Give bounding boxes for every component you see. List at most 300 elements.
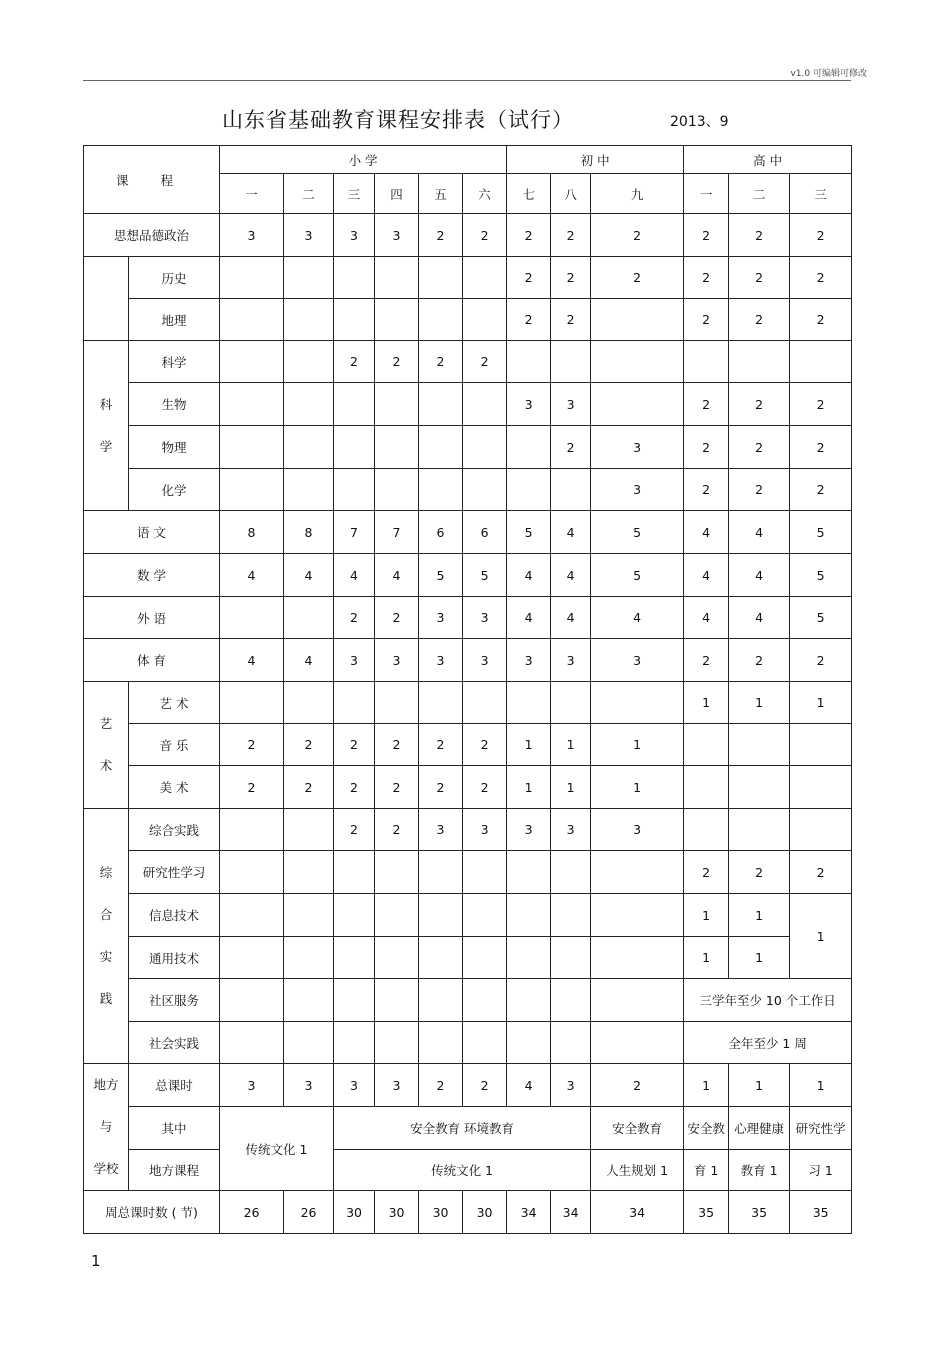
value-cell: 2 (463, 1064, 507, 1107)
row-label: 体 育 (84, 639, 220, 682)
value-cell (463, 299, 507, 341)
value-cell: 4 (684, 511, 729, 554)
value-cell: 2 (684, 469, 729, 511)
grade-header: 九 (591, 174, 684, 214)
value-cell: 2 (591, 1064, 684, 1107)
value-cell: 2 (684, 851, 729, 894)
table-row-science (84, 341, 852, 383)
value-cell (284, 894, 334, 937)
table-row-math (84, 554, 852, 597)
value-cell (591, 682, 684, 724)
value-cell: 3 (334, 639, 375, 682)
row-label: 历史 (129, 257, 220, 299)
value-cell (551, 894, 591, 937)
value-cell (684, 766, 729, 809)
group-char: 学校 (93, 1161, 119, 1176)
value-cell (334, 383, 375, 426)
value-cell: 4 (220, 639, 284, 682)
value-cell (463, 894, 507, 937)
value-cell: 35 (790, 1191, 852, 1234)
value-cell (334, 937, 375, 979)
grade-header: 二 (284, 174, 334, 214)
row-label: 周总课时数 ( 节) (84, 1191, 220, 1234)
value-cell: 3 (591, 639, 684, 682)
value-cell: 1 (591, 766, 684, 809)
value-cell: 2 (591, 214, 684, 257)
table-row-pe (84, 639, 852, 682)
value-cell: 7 (334, 511, 375, 554)
value-cell: 4 (507, 554, 551, 597)
table-row-local-total (84, 1064, 852, 1107)
value-cell: 4 (684, 597, 729, 639)
value-cell (507, 894, 551, 937)
local-junior-line1: 安全教育 (591, 1107, 684, 1150)
row-label: 其中 (129, 1107, 220, 1150)
grade-header: 一 (684, 174, 729, 214)
value-cell: 8 (284, 511, 334, 554)
value-cell: 1 (591, 724, 684, 766)
value-cell (284, 426, 334, 469)
group-char: 学 (99, 438, 113, 454)
value-cell (551, 851, 591, 894)
value-cell (419, 894, 463, 937)
group-char: 践 (99, 991, 113, 1006)
value-cell: 2 (375, 597, 419, 639)
empty-cell (419, 979, 463, 1022)
value-cell (551, 469, 591, 511)
value-cell (729, 766, 790, 809)
grade-header: 六 (463, 174, 507, 214)
value-cell: 26 (220, 1191, 284, 1234)
value-cell: 3 (334, 214, 375, 257)
value-cell (375, 851, 419, 894)
value-cell: 30 (419, 1191, 463, 1234)
value-cell (284, 809, 334, 851)
value-cell: 2 (729, 469, 790, 511)
value-cell: 1 (790, 682, 852, 724)
value-cell (284, 851, 334, 894)
value-cell (419, 937, 463, 979)
value-cell (220, 426, 284, 469)
value-cell (284, 682, 334, 724)
value-cell: 5 (591, 554, 684, 597)
value-cell (220, 809, 284, 851)
local-senior3-line1: 研究性学 (790, 1107, 852, 1150)
value-cell (375, 937, 419, 979)
row-label: 综合实践 (129, 809, 220, 851)
value-cell: 2 (334, 766, 375, 809)
row-label: 研究性学习 (129, 851, 220, 894)
value-cell (220, 383, 284, 426)
empty-cell (591, 979, 684, 1022)
table-row-history (84, 257, 852, 299)
value-cell: 2 (507, 214, 551, 257)
group-char: 术 (99, 758, 113, 773)
value-cell: 2 (551, 426, 591, 469)
value-cell: 3 (419, 597, 463, 639)
local-senior2-line1: 心理健康 (729, 1107, 790, 1150)
table-row-local-courses-b (84, 1150, 852, 1191)
value-cell: 2 (463, 341, 507, 383)
value-cell: 8 (220, 511, 284, 554)
value-cell: 2 (790, 426, 852, 469)
row-label: 生物 (129, 383, 220, 426)
value-cell: 3 (507, 383, 551, 426)
empty-cell (334, 979, 375, 1022)
value-cell: 2 (334, 809, 375, 851)
empty-cell (220, 979, 284, 1022)
empty-cell (334, 1022, 375, 1064)
value-cell (551, 937, 591, 979)
table-row-social (84, 1022, 852, 1064)
value-cell: 30 (375, 1191, 419, 1234)
value-cell (284, 299, 334, 341)
value-cell: 3 (591, 809, 684, 851)
value-cell: 1 (684, 682, 729, 724)
local-senior3-line2: 习 1 (790, 1150, 852, 1191)
row-label: 信息技术 (129, 894, 220, 937)
value-cell: 2 (591, 257, 684, 299)
row-label: 社会实践 (129, 1022, 220, 1064)
group-label-empty (84, 257, 129, 341)
value-cell: 2 (729, 257, 790, 299)
group-char: 地方 (93, 1077, 119, 1092)
value-cell (284, 937, 334, 979)
table-row-politics (84, 214, 852, 257)
table-row-music (84, 724, 852, 766)
value-cell: 4 (507, 1064, 551, 1107)
empty-cell (551, 1022, 591, 1064)
value-cell: 2 (729, 851, 790, 894)
value-cell (463, 469, 507, 511)
value-cell (334, 257, 375, 299)
value-cell: 4 (551, 554, 591, 597)
grade-header: 三 (334, 174, 375, 214)
value-cell (551, 682, 591, 724)
row-label: 语 文 (84, 511, 220, 554)
value-cell: 5 (419, 554, 463, 597)
value-cell (507, 937, 551, 979)
value-cell: 1 (684, 937, 729, 979)
empty-cell (375, 979, 419, 1022)
value-cell: 3 (334, 1064, 375, 1107)
value-cell (463, 257, 507, 299)
empty-cell (591, 1022, 684, 1064)
value-cell: 4 (284, 639, 334, 682)
value-cell: 4 (334, 554, 375, 597)
value-cell (591, 341, 684, 383)
value-cell (591, 851, 684, 894)
value-cell (790, 341, 852, 383)
value-cell: 2 (375, 724, 419, 766)
group-label-local (84, 1064, 129, 1191)
value-cell: 4 (729, 597, 790, 639)
value-cell: 3 (419, 809, 463, 851)
value-cell: 2 (334, 724, 375, 766)
value-cell: 2 (419, 766, 463, 809)
value-cell: 2 (463, 724, 507, 766)
value-cell: 2 (375, 809, 419, 851)
value-cell: 6 (419, 511, 463, 554)
value-cell: 2 (684, 257, 729, 299)
value-cell (419, 257, 463, 299)
value-cell: 1 (729, 682, 790, 724)
value-cell: 2 (507, 257, 551, 299)
value-cell: 2 (790, 299, 852, 341)
value-cell (220, 469, 284, 511)
value-cell (375, 383, 419, 426)
value-cell (591, 383, 684, 426)
value-cell: 5 (591, 511, 684, 554)
value-cell: 1 (551, 724, 591, 766)
value-cell: 4 (591, 597, 684, 639)
value-cell: 2 (551, 257, 591, 299)
value-cell: 2 (729, 639, 790, 682)
value-cell: 2 (729, 214, 790, 257)
value-cell-tech-senior3: 1 (790, 894, 852, 979)
value-cell: 3 (463, 639, 507, 682)
value-cell (375, 299, 419, 341)
grade-header: 三 (790, 174, 852, 214)
row-label: 科学 (129, 341, 220, 383)
grade-header: 二 (729, 174, 790, 214)
row-label: 物理 (129, 426, 220, 469)
row-label: 社区服务 (129, 979, 220, 1022)
value-cell: 5 (463, 554, 507, 597)
value-cell (463, 426, 507, 469)
local-primary-12: 传统文化 1 (220, 1107, 334, 1191)
value-cell (220, 894, 284, 937)
value-cell: 3 (551, 383, 591, 426)
table-row-fine-art (84, 766, 852, 809)
value-cell: 2 (334, 341, 375, 383)
value-cell (507, 469, 551, 511)
row-label: 总课时 (129, 1064, 220, 1107)
local-primary-36-line2: 传统文化 1 (334, 1150, 591, 1191)
value-cell (284, 469, 334, 511)
value-cell (507, 426, 551, 469)
value-cell: 3 (419, 639, 463, 682)
value-cell: 2 (551, 299, 591, 341)
row-label: 音 乐 (129, 724, 220, 766)
table-row-geography (84, 299, 852, 341)
value-cell: 2 (419, 214, 463, 257)
empty-cell (463, 979, 507, 1022)
value-cell (220, 257, 284, 299)
table-row-research (84, 851, 852, 894)
value-cell (419, 426, 463, 469)
value-cell (419, 383, 463, 426)
grade-header: 五 (419, 174, 463, 214)
value-cell (551, 341, 591, 383)
course-header: 课 程 (84, 146, 220, 214)
value-cell (684, 809, 729, 851)
value-cell (463, 383, 507, 426)
value-cell (507, 682, 551, 724)
value-cell: 3 (507, 809, 551, 851)
table-row-community (84, 979, 852, 1022)
value-cell: 3 (591, 469, 684, 511)
value-cell: 2 (507, 299, 551, 341)
value-cell: 2 (375, 341, 419, 383)
value-cell (284, 257, 334, 299)
value-cell: 7 (375, 511, 419, 554)
row-label: 地方课程 (129, 1150, 220, 1191)
value-cell: 1 (684, 1064, 729, 1107)
value-cell: 5 (790, 597, 852, 639)
value-cell: 2 (334, 597, 375, 639)
value-cell: 4 (507, 597, 551, 639)
empty-cell (551, 979, 591, 1022)
value-cell: 2 (375, 766, 419, 809)
page-number: 1 (91, 1252, 101, 1270)
value-cell: 2 (551, 214, 591, 257)
row-label: 外 语 (84, 597, 220, 639)
row-label: 思想品德政治 (84, 214, 220, 257)
value-cell (507, 341, 551, 383)
value-cell (729, 724, 790, 766)
course-schedule-table (83, 145, 852, 1234)
grade-header: 八 (551, 174, 591, 214)
value-cell (419, 299, 463, 341)
header-note: v1.0 可编辑可修改 (790, 69, 867, 79)
empty-cell (220, 1022, 284, 1064)
local-senior2-line2: 教育 1 (729, 1150, 790, 1191)
value-cell (375, 682, 419, 724)
value-cell: 3 (284, 214, 334, 257)
value-cell: 1 (729, 894, 790, 937)
value-cell (463, 682, 507, 724)
value-cell: 2 (790, 851, 852, 894)
value-cell (684, 341, 729, 383)
value-cell (334, 682, 375, 724)
value-cell: 4 (729, 511, 790, 554)
value-cell (220, 682, 284, 724)
value-cell: 4 (684, 554, 729, 597)
table-row-practice (84, 809, 852, 851)
value-cell: 1 (551, 766, 591, 809)
value-cell (334, 469, 375, 511)
value-cell: 3 (507, 639, 551, 682)
value-cell (334, 426, 375, 469)
value-cell: 2 (790, 469, 852, 511)
value-cell: 2 (729, 426, 790, 469)
group-label-arts (84, 682, 129, 809)
value-cell: 2 (790, 383, 852, 426)
value-cell: 26 (284, 1191, 334, 1234)
local-senior1-line1: 安全教 (684, 1107, 729, 1150)
value-cell: 2 (463, 766, 507, 809)
group-label-practice (84, 809, 129, 1064)
value-cell: 2 (220, 724, 284, 766)
stage-junior: 初 中 (507, 146, 684, 174)
value-cell: 1 (507, 766, 551, 809)
value-cell (507, 851, 551, 894)
value-cell (591, 937, 684, 979)
value-cell: 2 (684, 639, 729, 682)
document-title: 山东省基础教育课程安排表（试行） (222, 108, 574, 132)
row-label: 地理 (129, 299, 220, 341)
table-row-biology (84, 383, 852, 426)
value-cell: 3 (220, 1064, 284, 1107)
value-cell: 3 (375, 639, 419, 682)
value-cell: 35 (684, 1191, 729, 1234)
value-cell: 34 (591, 1191, 684, 1234)
table-row-chemistry (84, 469, 852, 511)
value-cell: 1 (507, 724, 551, 766)
value-cell (729, 809, 790, 851)
stage-senior: 高 中 (684, 146, 852, 174)
grade-header: 七 (507, 174, 551, 214)
value-cell (220, 341, 284, 383)
value-cell: 2 (419, 1064, 463, 1107)
value-cell: 3 (220, 214, 284, 257)
value-cell (790, 724, 852, 766)
stage-primary: 小 学 (220, 146, 507, 174)
group-char: 艺 (99, 716, 113, 731)
document-date: 2013、9 (670, 114, 729, 130)
table-row-art (84, 682, 852, 724)
group-char: 合 (99, 907, 113, 922)
row-label: 化学 (129, 469, 220, 511)
value-cell (375, 426, 419, 469)
value-cell: 3 (463, 809, 507, 851)
value-cell: 2 (684, 383, 729, 426)
empty-cell (419, 1022, 463, 1064)
value-cell: 3 (551, 1064, 591, 1107)
empty-cell (284, 979, 334, 1022)
value-cell (334, 894, 375, 937)
local-junior-line2: 人生规划 1 (591, 1150, 684, 1191)
value-cell: 2 (790, 214, 852, 257)
value-cell: 1 (729, 1064, 790, 1107)
value-cell (220, 937, 284, 979)
value-cell: 2 (463, 214, 507, 257)
table-row-it (84, 894, 852, 937)
value-cell: 30 (463, 1191, 507, 1234)
value-cell: 4 (375, 554, 419, 597)
empty-cell (284, 1022, 334, 1064)
value-cell: 2 (419, 341, 463, 383)
value-cell (463, 851, 507, 894)
value-cell: 2 (790, 639, 852, 682)
value-cell: 34 (507, 1191, 551, 1234)
value-cell (334, 851, 375, 894)
table-row-foreign (84, 597, 852, 639)
value-cell: 3 (551, 639, 591, 682)
table-row-weekly-total (84, 1191, 852, 1234)
value-cell: 5 (790, 511, 852, 554)
value-cell: 3 (375, 1064, 419, 1107)
value-cell: 2 (790, 257, 852, 299)
value-cell (284, 597, 334, 639)
community-note: 三学年至少 10 个工作日 (684, 979, 852, 1022)
value-cell: 2 (684, 426, 729, 469)
empty-cell (507, 1022, 551, 1064)
row-label: 艺 术 (129, 682, 220, 724)
group-char: 科 (99, 396, 113, 412)
value-cell (684, 724, 729, 766)
local-senior1-line2: 育 1 (684, 1150, 729, 1191)
value-cell: 35 (729, 1191, 790, 1234)
value-cell (790, 766, 852, 809)
row-label: 通用技术 (129, 937, 220, 979)
value-cell: 30 (334, 1191, 375, 1234)
value-cell: 2 (729, 383, 790, 426)
empty-cell (375, 1022, 419, 1064)
value-cell (419, 469, 463, 511)
value-cell (284, 341, 334, 383)
